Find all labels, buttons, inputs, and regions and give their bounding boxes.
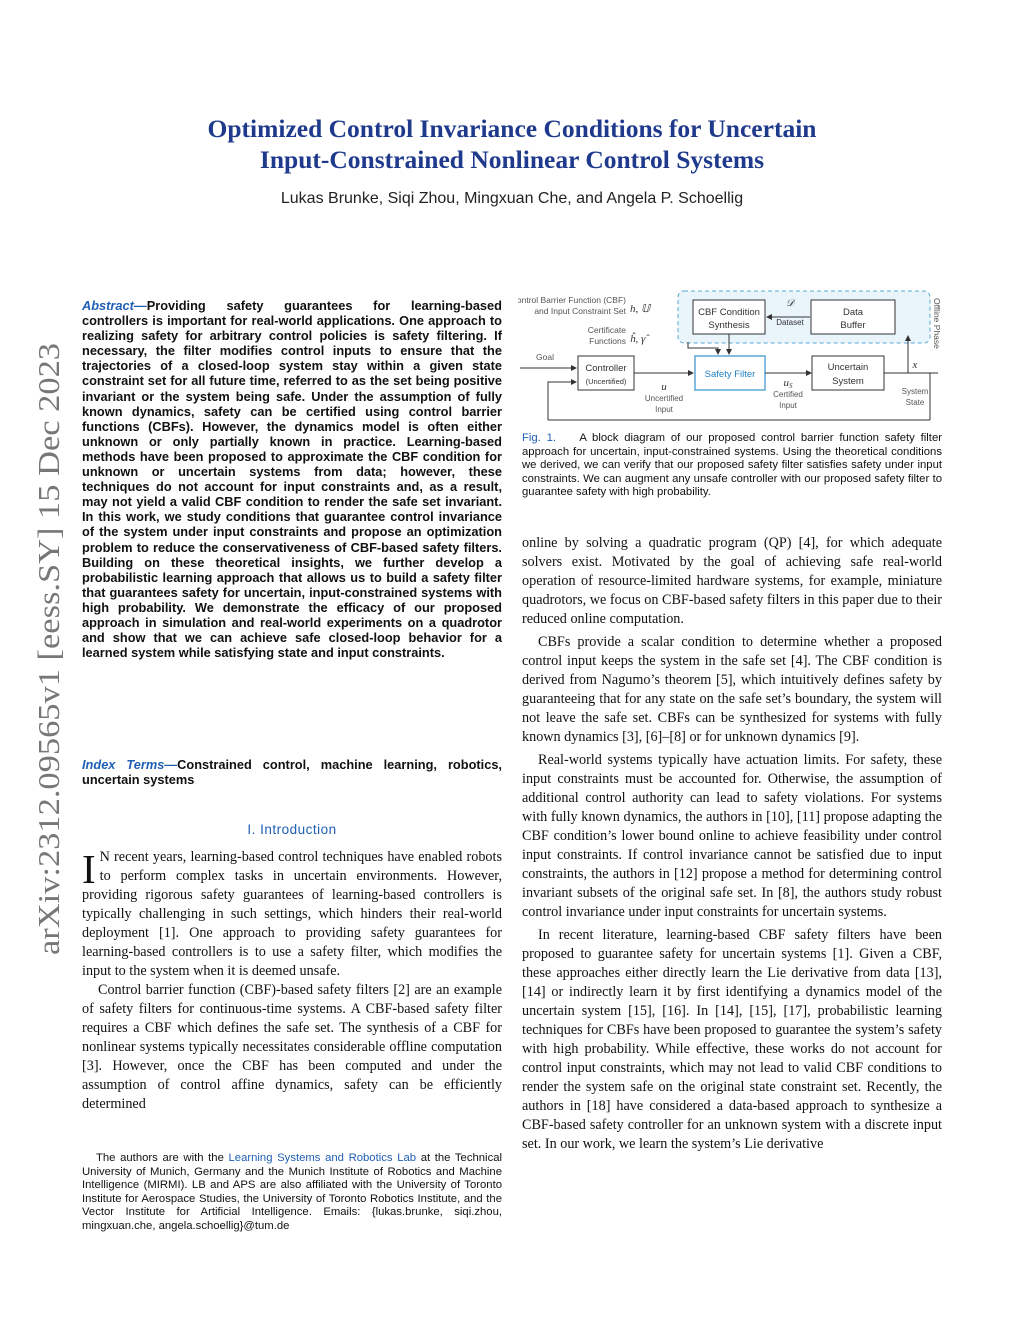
index-terms-text: Constrained control, machine learning, robotics, uncertain systems xyxy=(82,757,502,788)
intro-paragraph-6: In recent literature, learning-based CBF safety filters have been proposed to guarantee safety for uncertain systems [1]. Given a CBF, these approaches either directly learn the Lie derivative from data [13], [14] or indirectly learn it by first identifying a dynamics model of the uncertain system [15], [16]. In [14], [15], [17], probabilistic learning techniques for CBFs have been proposed to guarantee the system’s safety with high probability. While effective, these works do not account for control input constraints, which may not lead to valid CBF conditions to render the system safe on the original state constraint set. Recently, the authors in [18] have considered a data-based approach to synthesize a CBF-based safety controller for an unknown system with a discrete input set. In our work, we learn the system’s Lie derivative xyxy=(522,927,942,1152)
offline-phase-label: Offline Phase xyxy=(932,298,942,349)
title-line-1: Optimized Control Invariance Conditions for Uncertain xyxy=(207,114,817,143)
abstract-text: Providing safety guarantees for learning-based controllers is important for real-world applications. One approach to realizing safety for arbitrary control policies is safety filtering. If necessary, the filter modifies control inputs to ensure that the trajectories of a closed-loop system stay within a given state constraint set for all future time, referred to as the set being positive invariant or the system being safe. Under the assumption of fully known dynamics, safety can be certified using control barrier functions (CBFs). However, the dynamics model is often either unknown or only partially known in practice. Learning-based methods have been proposed to approximate the CBF condition for unknown or uncertain systems from data; however, these techniques do not account for input constraints and, as a result, may not yield a valid CBF condition to render the safe set invariant. In this work, we study conditions that guarantee control invariance of the system under input constraints and propose an optimization problem to reduce the conservativeness of CBF-based safety filters. Building on these theoretical insights, we further develop a probabilistic learning approach that allows us to build a safety filter that guarantees safety for uncertain, input-constrained systems with high probability. We demonstrate the efficacy of our proposed approach in simulation and real-world experiments on a quadrotor and show that we can achieve safe closed-loop behavior for a learned system while satisfying state and input constraints. xyxy=(82,298,502,661)
intro-paragraph-1-text: N recent years, learning-based control techniques have enabled robots to perform complex tasks in uncertain environments. However, providing rigorous safety guarantees of learning-based controllers is typically challenging in such settings, which hinders their real-world deployment [1]. One approach to providing safety guarantees for learning-based controllers is to use a safety filter, which modifies the input to the system when it is deemed unsafe. xyxy=(82,849,502,979)
intro-paragraph-3: online by solving a quadratic program (QP) [4], for which adequate solvers exist. Motivated by the goal of achieving safe real-world operation of resource-limited hardware systems, for example, miniature quadrotors, we focus on CBF-based safety filters in this paper due to their reduced online computation. xyxy=(522,535,942,627)
us-label-2: Input xyxy=(779,401,797,410)
data-buffer-line-1: Data xyxy=(842,307,864,318)
abstract-label: Abstract— xyxy=(82,298,147,313)
intro-paragraph-5: Real-world systems typically have actuation limits. For safety, these input constraints must be accounted for. Otherwise, the assumption of additional control authority can lead to safety violations. For systems with fully known dynamics, the authors in [10], [11] propose adapting the CBF condition’s lower bound online to achieve feasibility under control input constraints. If control invariance cannot be satisfied due to input constraints, the authors in [12] propose a method for determining control invariant subsets of the original safe set. In [8], the authors study robust control invariance under input constraints for uncertain systems. xyxy=(522,752,942,920)
us-math: uS xyxy=(783,377,793,390)
index-terms xyxy=(82,757,502,787)
certificate-label-1: Certificate xyxy=(587,325,626,335)
u-label-2: Input xyxy=(655,405,673,414)
right-column-body xyxy=(522,534,942,1154)
arxiv-identifier xyxy=(28,340,68,960)
section-heading: I. Introduction xyxy=(247,822,337,837)
drop-cap: I xyxy=(82,846,96,892)
cbf-synthesis-line-2: Synthesis xyxy=(708,320,750,331)
intro-paragraph-2: Control barrier function (CBF)-based safety filters [2] are an example of safety filters for continuous-time systems. A CBF-based safety filter requires a CBF which defines the safe set. The synthesis of a CBF for nonlinear systems typically necessitates considerable offline computation [3]. However, once the CBF has been computed and under the assumption of control affine dynamics, safety can be efficiently determined xyxy=(82,982,502,1112)
u-label-1: Uncertified xyxy=(644,394,684,403)
title-line-2: Input-Constrained Nonlinear Control Systems xyxy=(259,145,765,174)
index-terms-label: Index Terms— xyxy=(82,757,178,772)
certificate-label-2: Functions xyxy=(589,336,626,346)
author-list: Lukas Brunke, Siqi Zhou, Mingxuan Che, and Angela P. Schoellig xyxy=(280,190,744,207)
paper-title xyxy=(140,113,884,175)
figure-caption xyxy=(522,432,942,500)
intro-paragraph-1 xyxy=(82,848,502,981)
cbf-math: h, 𝕌 xyxy=(630,303,651,315)
cbf-synthesis-line-1: CBF Condition xyxy=(698,307,760,318)
figure-caption-label: Fig. 1. xyxy=(522,432,557,444)
intro-paragraph-4: CBFs provide a scalar condition to determine whether a proposed control input keeps the system in the safe set [4]. The CBF condition is derived from Nagumo’s theorem [5], which intuitively defines safety by guaranteeing that for any state on the safe set’s boundary, the system will not leave the safe set. CBFs can be synthesized for systems with fully known dynamics [3], [6]–[8] or for unknown dynamics [9]. xyxy=(522,634,942,745)
system-line-1: Uncertain xyxy=(827,362,869,373)
certificate-math: ĥ, γ̂ xyxy=(630,333,646,345)
goal-label: Goal xyxy=(536,352,554,362)
u-math: u xyxy=(661,381,667,393)
x-label-1: System xyxy=(901,387,929,396)
data-buffer-line-2: Buffer xyxy=(840,320,866,331)
safety-filter-label: Safety Filter xyxy=(704,369,756,380)
dataset-math: 𝒟 xyxy=(786,298,794,309)
cbf-label-1: Control Barrier Function (CBF) xyxy=(518,295,626,305)
system-line-2: System xyxy=(832,376,864,387)
block-diagram-figure xyxy=(518,288,948,428)
x-math: x xyxy=(912,359,918,371)
cbf-label-2: and Input Constraint Set xyxy=(534,306,626,316)
arxiv-id-text: arXiv:2312.09565v1 [eess.SY] 15 Dec 2023 xyxy=(32,412,66,955)
controller-line-2: (Uncertified) xyxy=(585,377,627,386)
figure-caption-text: A block diagram of our proposed control barrier function safety filter approach for uncertain, input-constrained systems. Using the theoretical conditions we derived, we can verify that our proposed safety filter satisfies safety under input constraints. We can augment any unsafe controller with our proposed safety filter to guarantee safety with high probability. xyxy=(522,432,942,499)
abstract xyxy=(82,298,502,660)
us-label-1: Certified xyxy=(773,390,803,399)
dataset-label: Dataset xyxy=(776,318,804,327)
left-column-body xyxy=(82,848,502,1114)
footnote-post: at the Technical University of Munich, Germany and the Munich Institute of Robotics and Machine Intelligence (MIRMI). LB and APS are also affiliated with the University of Toronto Institute for Aerospace Studies, the University of Toronto Robotics Institute, and the Vector Institute for Artificial Intelligence. Emails: {lukas.brunke, siqi.zhou, mingxuan.che, angela.schoellig}@tum.de xyxy=(82,1152,503,1232)
lab-link[interactable]: Learning Systems and Robotics Lab xyxy=(228,1152,417,1164)
controller-line-1: Controller xyxy=(585,363,627,374)
footnote-pre: The authors are with the xyxy=(96,1152,229,1164)
affiliation-footnote xyxy=(82,1152,502,1234)
x-label-2: State xyxy=(905,398,925,407)
